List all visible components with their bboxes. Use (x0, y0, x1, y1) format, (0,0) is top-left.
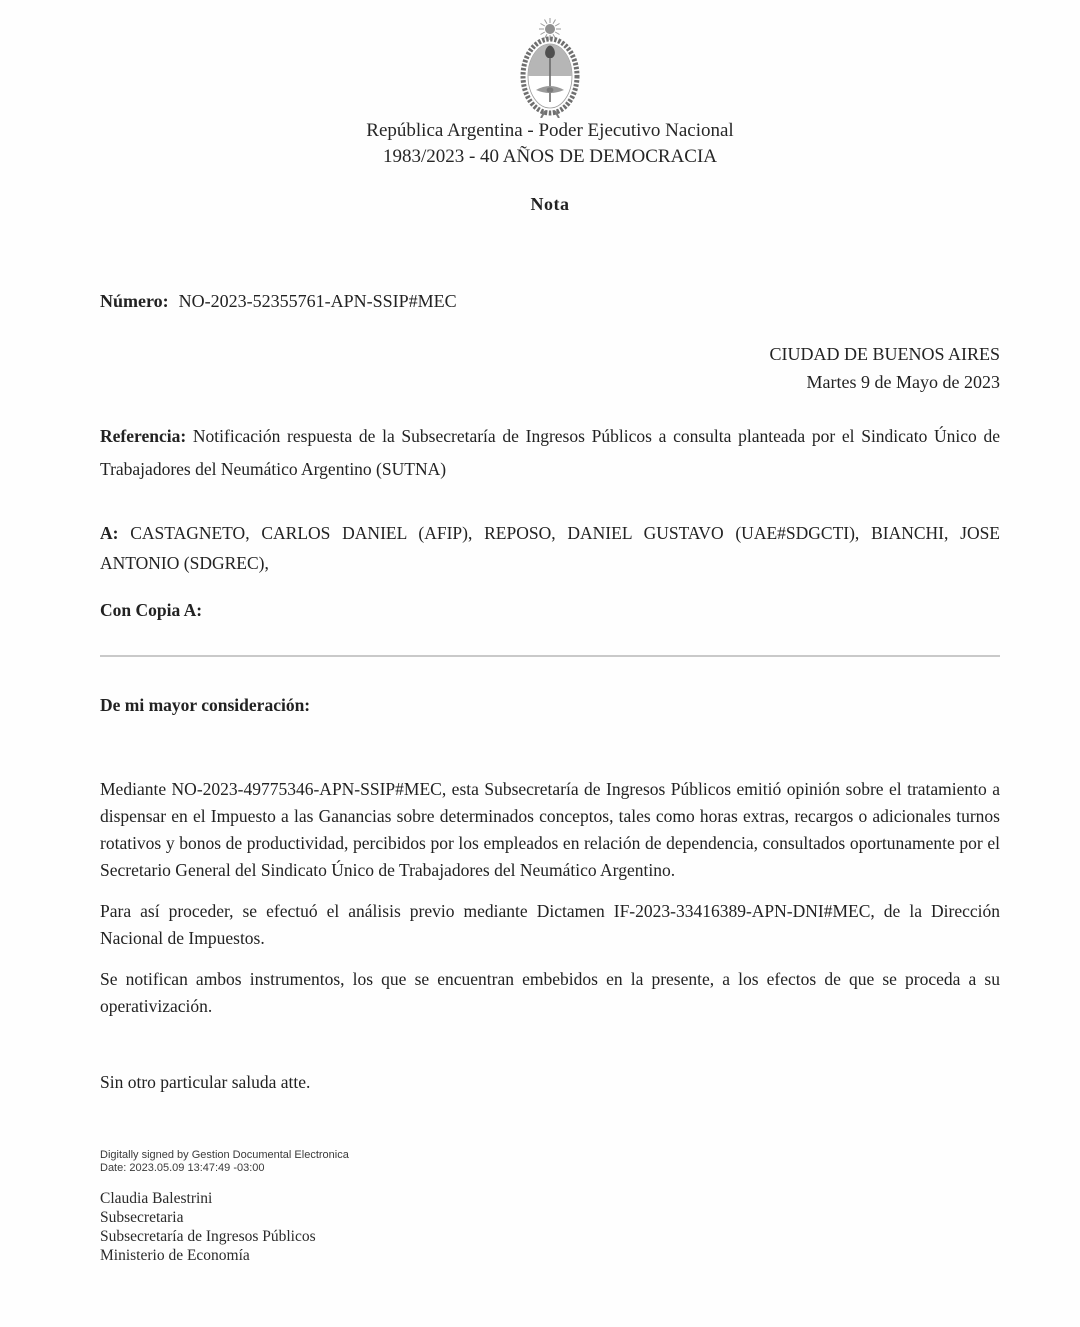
recipients-block (100, 518, 1000, 578)
reference-block (100, 420, 1000, 486)
reference-text: Notificación respuesta de la Subsecretaría de Ingresos Públicos a consulta planteada por el Sindicato Único de Trabajadores del Neumático Argentino (SUTNA) (100, 426, 1001, 479)
signer-ministry: Ministerio de Economía (100, 1247, 250, 1264)
document-type-title: Nota (530, 194, 570, 214)
to-text: CASTAGNETO, CARLOS DANIEL (AFIP), REPOSO, DANIEL GUSTAVO (UAE#SDGCTI), BIANCHI, JOSE ANTONIO (SDGREC), (100, 523, 1001, 573)
reference-label: Referencia: (100, 426, 187, 446)
section-divider (100, 655, 1000, 657)
place-date-block (100, 340, 1000, 396)
signer-office: Subsecretaría de Ingresos Públicos (100, 1228, 316, 1245)
hands-center (547, 87, 554, 92)
cc-label: Con Copia A: (100, 600, 203, 620)
header-org-line: República Argentina - Poder Ejecutivo Nacional (366, 120, 734, 141)
salutation: De mi mayor consideración: (100, 695, 311, 715)
signer-name: Claudia Balestrini (100, 1190, 213, 1207)
date-line: Martes 9 de Mayo de 2023 (806, 372, 1000, 392)
closing-line: Sin otro particular saluda atte. (100, 1072, 311, 1092)
body-paragraph: Mediante NO-2023-49775346-APN-SSIP#MEC, esta Subsecretaría de Ingresos Públicos emitió opinión sobre el tratamiento a dispensar en el Impuesto a las Ganancias sobre determinados conceptos, tales como horas extras, recargos o adicionales turnos rotativos y bonos de productividad, percibidos por los empleados en relación de dependencia, consultados oportunamente por el Secretario General del Sindicato Único de Trabajadores del Neumático Argentino. (100, 779, 1000, 880)
city-line: CIUDAD DE BUENOS AIRES (769, 344, 1000, 364)
header-anniversary-line: 1983/2023 - 40 AÑOS DE DEMOCRACIA (382, 146, 718, 167)
number-value: NO-2023-52355761-APN-SSIP#MEC (178, 291, 457, 311)
digital-signature-line2: Date: 2023.05.09 13:47:49 -03:00 (100, 1162, 265, 1174)
body-paragraph: Para así proceder, se efectuó el análisis previo mediante Dictamen IF-2023-33416389-APN-DNI#MEC, de la Dirección Nacional de Impuestos. (100, 901, 1000, 948)
number-label: Número: (100, 291, 169, 311)
digital-signature-line1: Digitally signed by Gestion Documental Electronica (100, 1149, 349, 1161)
signer-title: Subsecretaria (100, 1209, 184, 1226)
to-label: A: (100, 523, 119, 543)
body-paragraph: Se notifican ambos instrumentos, los que se encuentran embebidos en la presente, a los efectos de que se proceda a su operativización. (100, 969, 1000, 1016)
sun-icon (545, 24, 555, 34)
pike-pole (549, 58, 551, 102)
signer-block (100, 1189, 1000, 1265)
argentina-coat-of-arms-icon (512, 16, 588, 118)
document-header (100, 16, 1000, 215)
document-number-line (100, 291, 1000, 312)
digital-signature-stamp (100, 1149, 1000, 1175)
